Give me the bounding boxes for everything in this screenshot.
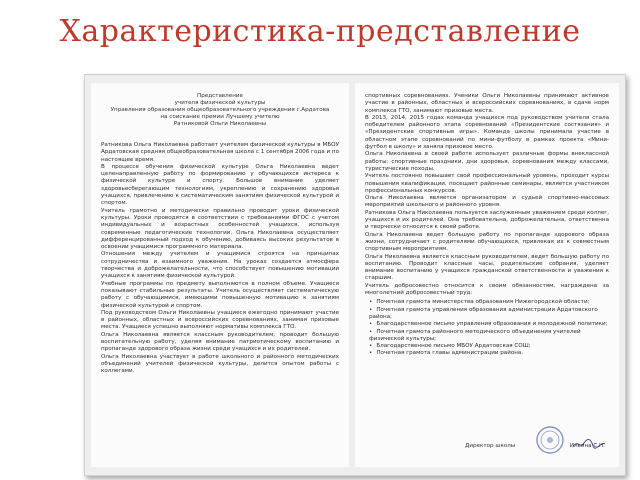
award-item: • Почетная грамота министерства образования Нижегородской области;: [369, 299, 609, 306]
award-item: • Почетная грамота главы администрации района.: [369, 350, 609, 357]
signature-title: Директор школы: [465, 443, 516, 449]
awards-list: [369, 299, 609, 357]
document-left-page: [91, 83, 349, 467]
award-item: • Благодарственное письмо МБОУ Ардатовская СОШ;: [369, 343, 609, 350]
signature-name: Ильина С.Н.: [569, 443, 605, 449]
document-header: Представление учителя физической культуры Управления образования общеобразовательного учреждения г.Ардатова на соискание премии Лучшему учителю Ратниковой Ольги Николаевны: [110, 93, 330, 127]
stamp-icon: [535, 425, 565, 455]
award-item: • Почетная грамота районного методического объединения учителей физической культуры;: [369, 329, 609, 344]
award-item: • Почетная грамота управления образования администрации Ардатовского района;: [369, 307, 609, 322]
document-left-body: Ратникова Ольга Николаевна работает учителем физической культуры в МБОУ Ардатовская средняя общеобразовательная школа с 1 сентября 2006 года и по настоящее время. В процессе обучения физической культуре Ольга Николаевна ведет целенаправленную работу по формированию у обучающихся интереса к физической культуре и спорту. Большое внимание уделяет здоровьесберегающим технологиям, укреплению и сохранению здоровья учащихся, привлечению к систематическим занятиям физической культурой и спортом. Учитель грамотно и методически правильно проводит уроки физической культуры. Уроки проводятся в соответствии с требованиями ФГОС с учетом индивидуальных и возрастных особенностей учащихся, используя современные педагогические технологии. Ольга Николаевна осуществляет дифференцированный подход к обучению, добиваясь высоких результатов в освоении учащимися программного материала. Отношения между учителем и учащимися строятся на принципах сотрудничества и взаимного уважения. На уроках создается атмосфера творчества и доброжелательности, что способствует повышению мотивации учащихся к занятиям физической культурой. Учебные программы по предмету выполняются в полном объеме. Учащиеся показывают стабильные результаты. Учитель осуществляет систематическую работу с обучающимися, имеющими повышенную мотивацию к занятиям физической культурой и спортом. Под руководством Ольги Николаевны учащиеся ежегодно принимают участие в районных, областных и всероссийских соревнованиях, занимая призовые места. Учащиеся успешно выполняют нормативы комплекса ГТО. Ольга Николаевна является классным руководителем, проводит большую воспитательную работу, уделяя внимание патриотическому воспитанию и пропаганде здорового образа жизни среди учащихся и их родителей. Ольга Николаевна участвует в работе школьного и районного методических объединений учителей физической культуры, делится опытом работы с коллегами.: [101, 142, 339, 375]
document-right-page: [355, 83, 619, 467]
award-item: • Благодарственное письмо управления образования и молодежной политики;: [369, 321, 609, 328]
slide-title: Характеристика-представление: [59, 14, 581, 49]
document-right-body: спортивных соревнованиях. Ученики Ольги Николаевны принимают активное участие в районных, областных и всероссийских соревнованиях, в сдаче норм комплекса ГТО, занимают призовые места. В 2013, 2014, 2015 годах команда учащихся под руководством учителя стала победителем районного этапа соревнований «Президентские состязания» и «Президентские спортивные игры». Команда школы принимала участие в областном этапе соревнований по мини-футболу в рамках проекта «Мини-футбол в школу» и заняла призовое место. Ольга Николаевна в своей работе использует различные формы внеклассной работы: спортивные праздники, дни здоровья, соревнования между классами, туристические походы. Учитель постоянно повышает свой профессиональный уровень, проходит курсы повышения квалификации, посещает районные семинары, является участником профессиональных конкурсов. Ольга Николаевна является организатором и судьей спортивно-массовых мероприятий школьного и районного уровня. Ратникова Ольга Николаевна пользуется заслуженным уважением среди коллег, учащихся и их родителей. Она требовательна, доброжелательна, ответственна и творчески относится к своей работе. Ольга Николаевна ведет большую работу по пропаганде здорового образа жизни, сотрудничает с родителями обучающихся, привлекая их к совместным спортивным мероприятиям. Ольга Николаевна является классным руководителем, ведет большую работу по воспитанию. Проводит классные часы, родительские собрания, уделяет внимание воспитанию у учащихся гражданской ответственности и уважения к старшим. Учитель добросовестно относится к своим обязанностям, награждена за многолетний добросовестный труд:: [365, 93, 609, 297]
signature-row: [365, 431, 609, 455]
document-scan: [84, 74, 626, 476]
